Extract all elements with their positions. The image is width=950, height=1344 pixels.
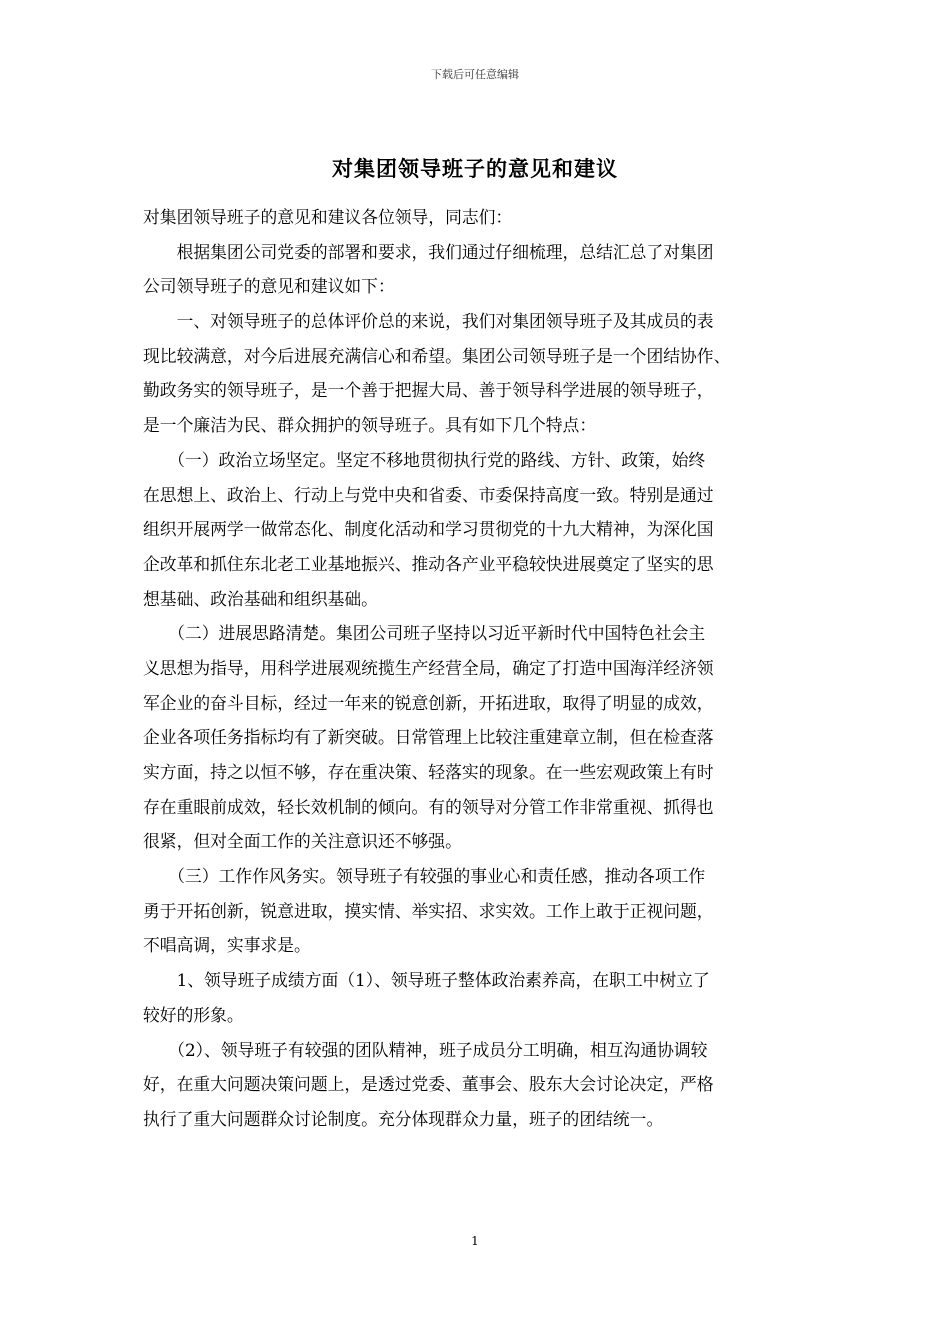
document-title: 对集团领导班子的意见和建议 <box>332 156 618 181</box>
text-line: 勤政务实的领导班子，是一个善于把握大局、善于领导科学进展的领导班子， <box>143 380 714 401</box>
document-body <box>143 200 823 1137</box>
text-line: （三）工作作风务实。领导班子有较强的事业心和责任感，推动各项工作 <box>143 866 706 887</box>
text-line: 是一个廉洁为民、群众拥护的领导班子。具有如下几个特点： <box>143 415 597 436</box>
text-line: （一）政治立场坚定。坚定不移地贯彻执行党的路线、方针、政策，始终 <box>143 449 706 470</box>
text-line: 对集团领导班子的意见和建议各位领导，同志们： <box>143 207 513 227</box>
text-line: 组织开展两学一做常态化、制度化活动和学习贯彻党的十九大精神，为深化国 <box>143 519 714 540</box>
text-line: 很紧，但对全面工作的关注意识还不够强。 <box>143 831 462 852</box>
text-line: 实方面，持之以恒不够，存在重决策、轻落实的现象。在一些宏观政策上有时 <box>143 762 714 782</box>
text-line: 勇于开拓创新，锐意进取，摸实情、举实招、求实效。工作上敢于正视问题， <box>143 900 714 921</box>
page-number: 1 <box>471 1234 479 1248</box>
text-line: （2）、领导班子有较强的团队精神，班子成员分工明确，相互沟通协调较 <box>143 1039 708 1060</box>
text-line: 1、领导班子成绩方面（1）、领导班子整体政治素养高，在职工中树立了 <box>143 970 710 991</box>
text-line: 企改革和抓住东北老工业基地振兴、推动各产业平稳较快进展奠定了坚实的思 <box>143 553 714 574</box>
text-line: 存在重眼前成效，轻长效机制的倾向。有的领导对分管工作非常重视、抓得也 <box>143 796 714 817</box>
text-line: 想基础、政治基础和组织基础。 <box>143 588 378 609</box>
text-line: 不唱高调，实事求是。 <box>143 935 311 956</box>
text-line: 企业各项任务指标均有了新突破。日常管理上比较注重建章立制，但在检查落 <box>143 727 714 748</box>
text-line: （二）进展思路清楚。集团公司班子坚持以习近平新时代中国特色社会主 <box>143 623 706 644</box>
text-line: 军企业的奋斗目标，经过一年来的锐意创新，开拓进取，取得了明显的成效， <box>143 692 714 713</box>
text-line: 一、对领导班子的总体评价总的来说，我们对集团领导班子及其成员的表 <box>143 311 714 332</box>
text-line: 好，在重大问题决策问题上，是透过党委、董事会、股东大会讨论决定，严格 <box>143 1074 714 1095</box>
text-line: 执行了重大问题群众讨论制度。充分体现群众力量，班子的团结统一。 <box>143 1108 664 1129</box>
text-line: 在思想上、政治上、行动上与党中央和省委、市委保持高度一致。特别是通过 <box>143 484 714 505</box>
text-line: 现比较满意，对今后进展充满信心和希望。集团公司领导班子是一个团结协作、 <box>143 345 731 366</box>
header-note: 下载后可任意编辑 <box>431 68 519 81</box>
text-line: 较好的形象。 <box>143 1004 244 1025</box>
text-line: 公司领导班子的意见和建议如下： <box>143 276 395 297</box>
text-line: 义思想为指导，用科学进展观统揽生产经营全局，确定了打造中国海洋经济领 <box>143 657 714 678</box>
text-line: 根据集团公司党委的部署和要求，我们通过仔细梳理，总结汇总了对集团 <box>143 241 714 262</box>
